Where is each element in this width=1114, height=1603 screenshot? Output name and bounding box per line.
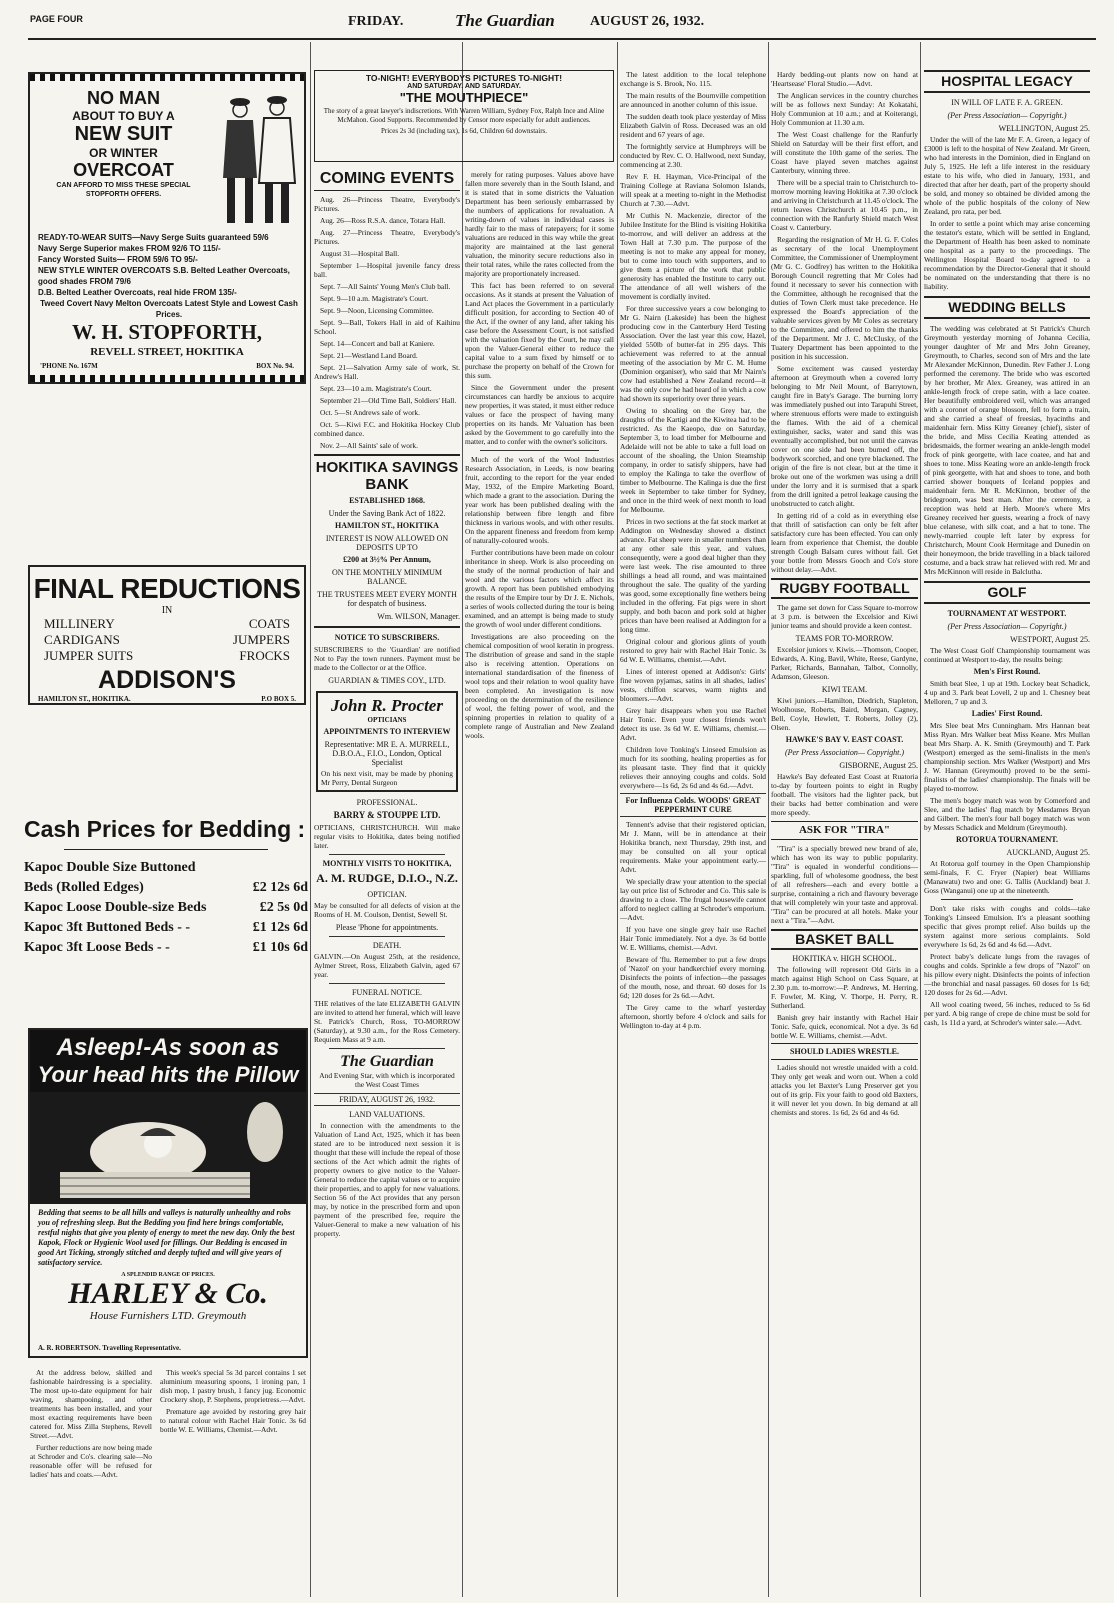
stopforth-headline-4: OR WINTER [89,146,158,160]
paragraph: Children love Tonking's Linseed Emulsion as much for its soothing, healing properties as for its pleasant taste. They find that it quickly relieves their annoying coughs and colds. Sold everywhere—1s 6d, 2s 6d and 4s 6d.—Advt. [620,745,766,790]
column-3 [620,70,766,1597]
paragraph: Mr Cuthis N. Mackenzie, director of the Jubilee Institute for the Blind is visiting Hokitika to-morrow, and will deliver an address at the Town Hall at 7.30 p.m. The purpose of the meeting is not to make any appeal for money, but to come into touch with supporters, and to give them a picture of the work that public generosity has enabled the Institute to carry out. The attendance of all well wishers of the movement is cordially invited. [620,211,766,301]
divider [941,899,1074,900]
column-1 [314,170,460,1597]
divider [480,450,599,451]
dateline: WESTPORT, August 25. [1010,635,1090,644]
paragraph: Much of the work of the Wool Industries Research Association, in Leeds, is now bearing fruit, according to the report for the year ended May, 1932, of the Empire Marketing Board, which made a grant to the association. During the year work has been published dealing with the relationship between fibre length and fibre thickness in various wools, and with other results. On the apparent fineness and freedom from kemp of naturally-coloured wools. [465,455,614,545]
paragraph: Further contributions have been made on colour inheritance in sheep. Work is also proceeding on the study of the normal production of hair and wool and the various factors which affect its growth. A report has been published embodying the results of the Empire tour by Dr J. E. Nichols, a series of wools collected during the tour is being examined, and an attempt is being made to study the growth of wool under different conditions. [465,548,614,629]
paragraph: Regarding the resignation of Mr H. G. F. Coles as secretary of the local Unemployment Committee, the Commissioner of Unemployment (Mr G. C. Godfrey) has written to the Hokitika Borough Council regretting that Mr Coles had found it necessary to sever his connection with the Committee, although he recognised that the duties of Town Clerk must take precedence. He expressed the Board's appreciation of the valuable services given by Mr Coles as secretary to the Committee, and offered to him the thanks of the Department. Mr J. C. McClusky, of the Tuatery Department has been appointed to the position in his succession. [771,235,918,361]
procter-rep: Representative: MR E. A. MURRELL, D.B.O.A., F.I.O., London, Optical Specialist [324,740,450,767]
paragraph: "Tira" is a specially brewed new brand of ale, which has won its way to public popularity. "Tira" is equaled in wonderful conditions—sparkling, full of wholesome goodness, the best of all refreshers—each and every bottle a surprise, containing a rich and flavoury beverage that will completely win your taste and approval. "Tira" can be procured at all hotels. Make your next a "Tira."—Advt. [771,844,918,925]
hospital-legacy-subheading: IN WILL OF LATE F. A. GREEN. [951,98,1063,107]
savings-bank-trustees: THE TRUSTEES MEET EVERY MONTH for despatch of business. [317,590,457,608]
everybodys-pictures-ad [314,70,614,162]
paragraph: Hawke's Bay defeated East Coast at Ruatoria to-day by fourteen points to eight in Rugby football. The visitors had the lighter pack, but their backs had better combination and were more speedy. [771,772,918,817]
golf-heading: GOLF [924,581,1090,604]
paragraph: Don't take risks with coughs and colds—take Tonking's Linseed Emulsion. It's a pleasant soothing specific that gives prompt relief. Also builds up the system against more serious complaints. Sold everywhere 1s 6d, 2s 6d and 4s 6d.—Advt. [924,904,1090,949]
paragraph: The Anglican services in the country churches will be as follows next Sunday: At Kokatahi, Holy Communion at 10 a.m.; and at Koiterangi, Holy Communion at 11.30 a.m. [771,91,918,127]
stopforth-line-6: Tweed Covert Navy Melton Overcoats Latest Style and Lowest Cash Prices. [40,299,298,319]
rudge-visits: MONTHLY VISITS TO HOKITIKA, [322,859,452,868]
event-item: Oct. 5—St Andrews sale of work. [320,408,420,417]
paragraph: There will be a special train to Christchurch to-morrow morning leaving Hokitika at 7.30 o'clock and arriving in Christchurch at 11.45 o'clock. The return leaves Christchurch at 10.45 p.m., in connection with the Ranfurly Shield match West Coast v. Canterbury. [771,178,918,232]
bedding-divider [64,849,268,850]
basket-ball-subheading: HOKITIKA v. HIGH SCHOOL. [792,954,897,963]
event-item: Sept. 9—Ball, Tokers Hall in aid of Kaihinu School. [314,318,460,336]
savings-bank-ad [314,454,460,628]
pictures-film: "THE MOUTHPIECE" [399,90,529,105]
divider [329,854,446,855]
note: This week's special 5s 3d parcel contains 1 set aluminium measuring spoons, 1 ironing pan, 1 dish mop, 1 pastry brush, 1 fancy jug. Economic Crockery shop, P. Stephens, proprietress.—Advt. [160,1368,306,1404]
rotorua-heading: ROTORUA TOURNAMENT. [955,835,1059,844]
pictures-line-2: AND SATURDAY. AND SATURDAY. [407,83,521,90]
basket-ball-heading: BASKET BALL [771,929,918,950]
bedding-row [24,858,308,898]
addisons-name: ADDISON'S [98,666,236,694]
wedding-bells-heading: WEDDING BELLS [924,296,1090,319]
harley-copy: Bedding that seems to be all hills and valleys is naturally unhealthy and robs you of refreshing sleep. But the Bedding you find here brings comfortable, restful nights that give you plenty of energy to meet the new day. Only the best Kapok, Flock or Hygienic Wool used for fillings. Our Bedding is encased in good Art Ticking, strongly stitched and deeply tufted and will give years of satisfactory service. [38,1208,295,1267]
stopforth-line-3: Fancy Worsted Suits— FROM 59/6 TO 95/- [38,255,198,264]
stopforth-headline-3: NEW SUIT [74,123,173,145]
barry-body: OPTICIANS, CHRISTCHURCH. Will make regular visits to Hokitika, dates being notified later. [314,823,460,850]
addisons-item: FROCKS [239,648,290,663]
column-rule-5 [920,42,921,1597]
addisons-ad [28,565,306,705]
stopforth-box: BOX No. 94. [256,362,294,370]
paragraph: The wedding was celebrated at St Patrick's Church Greymouth yesterday morning of Johanna Cecilia, younger daughter of Mr and Mrs John Greaney, Greymouth, to Charles, second son of Mrs and the late Mr Alexander McKinnon, Dunedin. Rev Father J. Long performed the ceremony. The bride who was escorted by her brother, Mr Alex. Greaney, was attired in an ankle-length frock of crepe satin, with a lace coatee. Her beautifully embroidered veil, which was arranged with a coronet of orange blossom, fell to form a train, and she carried a sheaf of freesias, hyacinths and maidenhair fern. Miss Kitty Greaney (chief), sister of the bride, and Miss Cecilia Keating attended as bridesmaids, the former wearing an ankle-length model frock of pink georgette, with lace coatee, and hat and shoes to tone. Miss Keating wore an ankle-length frock of pink georgette, with hat and shoes to tone, and both carried shower bouquets of Iceland poppies and maidenhair fern. Mr R. McKinnon, brother of the bridegroom, was best man. After the ceremony, a reception was held at Herb. Moore's where Mrs Greaney received her guests, wearing a frock of navy blue celanese, with silk coat, and a hat to tone. The newly-married couple left later by express for Christchurch, Mount Cook Hermitage and Dunedin on their honeymoon, the bride travelling in a black tailored costume, and a back straw hat relieved with red. Mr and Mrs McKinnon will reside in Balclutha. [924,324,1090,576]
paragraph: If you have one single grey hair use Rachel Hair Tonic immediately. Not a dye. 3s 6d bottle W. E. Williams, chemist.—Advt. [620,925,766,952]
paragraph: Tennent's advise that their registered optician, Mr J. Mann, will be in attendance at their Hokitika branch, next Thursday, 29th inst, and may be consulted on all your optical requirements. Make your appointment early.—Advt. [620,820,766,874]
paragraph: Beware of 'flu. Remember to put a few drops of 'Nazol' on your handkerchief every morning. Disinfects the points of infection—the passages of the mouth, nose, and throat. 60 doses for 1s 6d; 120 doses for 2s 6d.—Advt. [620,955,766,1000]
stopforth-headline-1: NO MAN [87,88,160,108]
death-title: DEATH. [372,941,402,950]
dateline: GISBORNE, August 25. [839,761,918,770]
subscribers-body: SUBSCRIBERS to the 'Guardian' are notified Not to Pay the town runners. Payment must be made to the Collector or at the Office. [314,645,460,672]
addisons-address: HAMILTON ST., HOKITIKA. [38,695,131,703]
harley-sub: House Furnishers LTD. Greymouth [89,1310,247,1322]
note: Further reductions are now being made at Schroder and Co's. clearing sale—No reasonable offer will be refused for ladies' hats and coats.—Advt. [30,1443,152,1479]
death-body: GALVIN.—On August 25th, at the residence, Aylmer Street, Ross, Elizabeth Galvin, aged 67 year. [314,952,460,979]
paragraph: Lines of interest opened at Addison's: Girls' fine woven pyjamas, satins in all shades, ladies' vests, chiffon scarves, warm nights and bloomers.—Advt. [620,667,766,703]
men-in-suits-illustration [215,88,301,228]
savings-bank-act: Under the Saving Bank Act of 1822. [328,509,446,518]
bedding-row-price: £2 12s 6d [252,880,308,895]
bedding-row [24,938,308,958]
bedding-row-label: Kapoc 3ft Buttoned Beds - - [24,920,191,935]
addisons-item: JUMPERS [232,632,290,647]
header-rule [28,38,1096,40]
paragraph: Mrs Slee beat Mrs Cunningham. Mrs Hannan beat Miss Ryan. Mrs Walker beat Miss Keane. Mrs Mullan beat Mrs Sharp. A. K. Smith (Greymouth) and T. Park (Westport) emerged as the semi-finalists in the men's championship section. Mrs Walker (Westport) and Mrs J. W. Hannan (Greymouth) proved to be the semi-finalists of the ladies' championship. The finals will be played to-morrow. [924,721,1090,793]
savings-bank-rate: £200 at 3½% Per Annum, [343,555,431,564]
mens-round-heading: Men's First Round. [973,667,1041,676]
divider [329,983,446,984]
paragraph: Ladies should not wrestle unaided with a cold. They only get weak and worn out. When a cold attacks you let Baxter's Lung Preserver get you out of its grip. Fix your faith to good old Baxters, it will never let you down. In big demand at all chemists and stores. 1s 6d, 2s 6d and 4s 6d. [771,1063,918,1117]
harley-banner-1: Asleep!-As soon as [56,1034,280,1061]
ladies-round-heading: Ladies' First Round. [971,709,1043,718]
note: At the address below, skilled and fashionable hairdressing is a speciality. The most up-to-date equipment for hair waving, shampooing, and other treatments has been installed, and your most exacting requirements have been catered for. Miss Zilla Stephens, Revell Street.—Advt. [30,1368,152,1440]
stopforth-street: REVELL STREET, HOKITIKA [90,346,244,358]
stopforth-headline-6: CAN AFFORD TO MISS THESE SPECIAL STOPFORTH OFFERS. [56,182,191,198]
procter-name: John R. Procter [331,696,443,715]
column-5 [924,70,1090,1597]
header-paper-name: The Guardian [455,11,555,30]
bedding-row-label: Kapoc 3ft Loose Beds - - [24,940,170,955]
procter-ad [316,691,458,792]
header-date: AUGUST 26, 1932. [590,14,705,29]
stopforth-phone: 'PHONE No. 167M [40,362,98,370]
event-item: September 21—Old Time Ball, Soldiers' Hall. [320,396,457,405]
note: Premature age avoided by restoring grey hair to natural colour with Rachel Hair Tonic. 3s 6d bottle W. E. Williams, Chemist.—Advt. [160,1407,306,1434]
paragraph: merely for rating purposes. Values above have fallen more severely than in the South Island, and it is stated that in some districts the Valuation Department has been seriously embarrassed by the numbers of applications for revaluation. A writing-down of values in individual cases is hardly fair to the mass of ratepayers; for it some valuations are reduced in this way while the great majority are maintained at the last general valuation, the minority secure reductions also in their total rates, while the rates collected from the majority are proportionately increased. [465,170,614,278]
rudge-phone: Please 'Phone for appointments. [335,923,439,932]
kiwi-team-heading: KIWI TEAM. [821,685,868,694]
paragraph: Excelsior juniors v. Kiwis.—Thomson, Cooper, Edwards, A. King, Bavil, White, Reese, Gardyne, Parker, Richards, Bannahan, Talbot, Connolly, Adamson, Gleeson. [771,645,918,681]
harley-name: HARLEY & Co. [68,1277,268,1310]
tira-heading: ASK FOR "TIRA" [771,821,918,840]
paragraph: Owing to shoaling on the Grey bar, the draughts of the Kartigi and the Kiwitea had to be restricted. As the Kaeopo, due on Saturday, September 3, to load timber for Melbourne and Adelaide will not be able to take a full load on account of the shoaling, the Union Steamship company, in order to satisfy shippers, have had to employ the Kalinga to take the overflow of timber to Melbourne. The Kalinga is due the first week in September to take timber for Sydney, and once in the third week of next month to load for Melbourne. [620,406,766,514]
header-day: FRIDAY. [348,14,404,29]
column-rule-4 [768,42,769,1597]
hawkes-bay-heading: HAWKE'S BAY V. EAST COAST. [785,735,904,744]
masthead-sub: And Evening Star, with which is incorporated the West Coast Times [319,1071,455,1089]
column-4 [771,70,918,1597]
coming-events-list [314,195,460,450]
golf-subheading: TOURNAMENT AT WESTPORT. [947,609,1067,618]
savings-bank-title: HOKITIKA SAVINGS BANK [315,459,459,493]
bedding-row [24,898,308,918]
press-association-credit: (Per Press Association— Copyright.) [947,111,1067,120]
paragraph: This fact has been referred to on several occasions. As it stands at present the Valuation of Land Act places the Government in a particularly difficult position, for according to Section 40 of the Act, if the owner of any land, after taking his case before the Assessment Court, is not satisfied with the valuation fixed by the Court, he may call upon the Valuer-General either to reduce the capital value to a sum fixed by himself or to purchase the property on behalf of the Crown for this sum. [465,281,614,380]
event-item: August 31—Hospital Ball. [320,249,400,258]
event-item: Sept. 21—Westland Land Board. [320,351,418,360]
paragraph: Banish grey hair instantly with Rachel Hair Tonic. Safe, quick, economical. Not a dye. 3s 6d bottle W. E. Williams, chemist.—Advt. [771,1013,918,1040]
column-rule-1 [310,42,311,1597]
event-item: Sept. 21—Salvation Army sale of work, St. Andrew's Hall. [314,363,460,381]
bottom-notes-1 [30,1368,152,1598]
harley-bedding-ad [28,1028,308,1358]
paragraph: Grey hair disappears when you use Rachel Hair Tonic. Even your closest friends won't detect its use. 3s 6d W. E. Williams, chemist.—Advt. [620,706,766,742]
harley-range: A SPLENDID RANGE OF PRICES. [121,1272,215,1278]
addisons-item: COATS [248,616,290,631]
teams-heading: TEAMS FOR TO-MORROW. [795,634,894,643]
paragraph: Smith beat Slee, 1 up at 19th. Lockey beat Schadick, 4 up and 3. Park beat Lovell, 2 up and 1. Chesney beat Melloren, 7 up and 3. [924,679,1090,706]
masthead-date: FRIDAY, AUGUST 26, 1932. [314,1093,460,1106]
pictures-prices: Prices 2s 3d (including tax), 1s 6d, Children 6d downstairs. [380,127,548,135]
barry-name: BARRY & STOUPPE LTD. [333,810,441,820]
stopforth-line-4: NEW STYLE WINTER OVERCOATS S.B. Belted Leather Overcoats, good shades FROM 79/6 [38,266,290,286]
paragraph: Kiwi juniors.—Hamilton, Diedrich, Stapleton, Woolhouse, Roberts, Baird, Morgan, Cagney, Bell, Coyle, Hewlett, T. Roberts, Jolley (2), Olsen. [771,696,918,732]
harley-rep: A. R. ROBERTSON. Travelling Representative. [38,1344,181,1352]
event-item: Aug. 26—Princess Theatre, Everybody's Pictures. [314,195,460,213]
paragraph: We specially draw your attention to the special lay out price list of Schroder and Co. This sale is drawing to a close. The frugal housewife cannot afford to neglect calling at Schroder's emporium.—Advt. [620,877,766,922]
event-item: Sept. 14—Concert and ball at Kaniere. [320,339,435,348]
paragraph: The game set down for Cass Square to-morrow at 3 p.m. is between the Excelsior and Kiwi junior teams and should provide a keen contest. [771,603,918,630]
procter-visit: On his next visit, may be made by phoning Mr Perry, Dental Surgeon [321,769,453,787]
savings-bank-balance: ON THE MONTHLY MINIMUM BALANCE. [331,568,443,586]
paragraph: The fortnightly service at Humphreys will be conducted by Rev. C. O. Hallwood, next Sunday, commencing at 2.30. [620,142,766,169]
paragraph: Prices in two sections at the fat stock market at Addington on Wednesday showed a distinct advance. Fat sheep were in smaller numbers than at any other sale this year, and values, consequently, were a good deal higher than they were last week. The rise amounted to three shillings a head all round, and was maintained throughout the sale. The quality of the yarding was good, some exceptionally fine wethers being included in the offering. Fat pigs were in short supply, and both bacon and pork sold at higher prices than have been realised at Addington for a long time. [620,517,766,634]
rugby-football-heading: RUGBY FOOTBALL [771,578,918,599]
bottom-notes-2 [160,1368,306,1598]
rudge-name: A. M. RUDGE, D.I.O., N.Z. [316,871,458,885]
paragraph: In connection with the amendments to the Valuation of Land Act, 1925, which it has been stated are to be introduced next session it is thought that these will include the repeal of those sections of the Act which admit the rights of property owners to give notice to the Valuer-General to reduce the capital values or to acquire their properties, and to apply for new valuations. Section 56 of the Act provides that any person may, by notice in the prescribed form and upon payment of the prescribed fee, require the Valuer-General to make a new valuation of his property. [314,1121,460,1238]
land-valuations-article [314,1121,460,1238]
stopforth-ad [28,72,306,384]
stopforth-headline-5: OVERCOAT [73,160,174,180]
column-rule-3 [617,42,618,1597]
paragraph: The men's bogey match was won by Comerford and Slee, and the ladies' flag match by Mesdames Bryan and Gilbert. The men's four ball bogey match was won by Messrs Schadick and Meldrum (Greymouth). [924,796,1090,832]
paragraph: The main results of the Bournville competition are announced in another column of this issue. [620,91,766,109]
page-number: PAGE FOUR [30,14,83,24]
ad-border-pattern [30,74,304,81]
stopforth-headline-2: ABOUT TO BUY A [72,109,175,123]
addisons-title: FINAL REDUCTIONS [33,573,301,604]
hospital-legacy-heading: HOSPITAL LEGACY [924,70,1090,93]
rudge-role: OPTICIAN. [367,890,407,899]
stopforth-line-5: D.B. Belted Leather Overcoats, real hide FROM 135/- [38,288,237,297]
savings-bank-est: ESTABLISHED 1868. [349,496,425,505]
paragraph: Rev F. H. Hayman, Vice-Principal of the Training College at Raviana Solomon Islands, will speak at a meeting to-night in the Methodist Church at 7.30.—Advt. [620,172,766,208]
ladies-wrestle-heading: SHOULD LADIES WRESTLE. [771,1043,918,1060]
addisons-item: MILLINERY [44,616,115,631]
harley-banner-2: Your head hits the Pillow [37,1062,299,1087]
paragraph: All wool coating tweed, 56 inches, reduced to 5s 6d per yard. A big range of crepe de chine must be sold for cash, 1s 11d a yard, at Schroder's winter sale.—Advt. [924,1000,1090,1027]
paragraph: Original colour and glorious glints of youth restored to grey hair with Rachel Hair Tonic. 3s 6d W. E. Williams, chemist.—Advt. [620,637,766,664]
addisons-item: CARDIGANS [44,632,120,647]
bedding-row-price: £1 10s 6d [252,940,308,955]
peppermint-cure-heading: For Influenza Colds. WOODS' GREAT PEPPERMINT CURE [620,793,766,817]
subscribers-sig: GUARDIAN & TIMES COY., LTD. [328,676,446,685]
paragraph: The following will represent Old Girls in a match against High School on Cass Square, at 2.30 p.m. to-morrow:—P. Andrews, M. Herring, F. Fowler, M. King, V. Thorpe, H. Perry, R. Sutherland. [771,965,918,1010]
bedding-row-price: £2 5s 0d [259,900,308,915]
column-rule-2 [462,42,463,1597]
pictures-desc: The story of a great lawyer's indiscretions. With Warren William, Sydney Fox, Ralph Ince and Aline McMahon. Good Supports. Recommended by Censor more especially for adult audiences. [323,107,605,124]
professional-title: PROFESSIONAL. [356,798,418,807]
event-item: Sept. 9—10 a.m. Magistrate's Court. [320,294,429,303]
press-association-credit: (Per Press Association— Copyright.) [947,622,1067,631]
procter-appt: APPOINTMENTS TO INTERVIEW [323,727,451,736]
dateline: AUCKLAND, August 25. [1006,848,1090,857]
column-2 [465,170,614,1597]
funeral-title: FUNERAL NOTICE. [352,988,422,997]
event-item: Sept. 9—Noon, Licensing Committee. [320,306,434,315]
sleeping-woman-illustration [30,1092,306,1204]
paragraph: Under the will of the late Mr F. A. Green, a legacy of £3000 is left to the hospital of New Zealand. Mr Green, who had interests in the Dominion, died in England on July 5, 1925. He left a life interest in the residuary estate to his wife, who died in January, 1931, and directed that after her death, part of the property should be sold, and money so obtained be divided among the whole of the public hospitals of the colony of New Zealand, pro rata, per bed. [924,135,1090,216]
addisons-in: IN [161,605,173,616]
rudge-body: May be consulted for all defects of vision at the Rooms of H. M. Coulson, Dentist, Sewell St. [314,901,460,919]
paragraph: The Grey came to the wharf yesterday afternoon, shortly before 4 o'clock and sails for Wellington to-day at 4 p.m. [620,1003,766,1030]
paragraph: Investigations are also proceeding on the chemical composition of wool keratin in progress. The distribution of grease and sand in the staple also is receiving attention. Operations on international standardisation of the fineness of wool tops and their relation to wool quality have been completed. An investigation is now proceeding on the determination of the resilience of wool, the felting power of wool, and the spinning properties in relation to quality of a complete range of Australian and New Zealand wools. [465,632,614,740]
paragraph: Since the Government under the present circumstances can hardly be anxious to acquire new properties, it was stated, it must either reduce values or face the prospect of having many properties on its hands. Mr Valuation has been asked by the Government to go carefully into the matter, and to confer with the owner's solicitors. [465,383,614,446]
paragraph: The West Coast challenge for the Ranfurly Shield on Saturday will be their first effort, and will constitute the 10th game of the series. The Coast have played seven matches against Canterbury, winning three. [771,130,918,175]
event-item: September 1—Hospital juvenile fancy dress ball. [314,261,460,279]
coming-events-title: COMING EVENTS [314,170,460,191]
pictures-line-1: TO-NIGHT! EVERYBODYS PICTURES TO-NIGHT! [365,73,563,83]
paragraph: Protect baby's delicate lungs from the ravages of coughs and colds. Sprinkle a few drops of "Nazol" on his pillow every night. Disinfects the points of infection—the bronchial and nasal passages. 60 doses for 1s 6d; 120 doses for 2s 6d.—Advt. [924,952,1090,997]
paragraph: The latest addition to the local telephone exchange is S. Brook, No. 115. [620,70,766,88]
event-item: Oct. 5—Kiwi F.C. and Hokitika Hockey Club combined dance. [314,420,460,438]
paragraph: In order to settle a point which may arise concerning the testator's estate, which will be settled in England, the Department of Health has been asked to nominate one hospital as a party to the proceedings. The Wellington Hospital Board to-day agreed to a recommendation by the Director-General that it should be nominated on the understanding that there is no liability. [924,219,1090,291]
dateline: WELLINGTON, August 25. [998,124,1090,133]
funeral-body: THE relatives of the late ELIZABETH GALVIN are invited to attend her funeral, which will leave St. Patrick's Church, Ross, TO-MORROW (Saturday), at 9.30 a.m., for the Ross Cemetery. Requiem Mass at 9 a.m. [314,999,460,1044]
stopforth-name: W. H. STOPFORTH, [71,320,263,344]
stopforth-line-2: Navy Serge Superior makes FROM 92/6 TO 115/- [38,244,221,253]
paragraph: The sudden death took place yesterday of Miss Elizabeth Galvin of Ross. Deceased was an old resident and 67 years of age. [620,112,766,139]
addisons-item: JUMPER SUITS [44,648,134,663]
press-association-credit: (Per Press Association— Copyright.) [784,748,905,757]
bedding-title: Cash Prices for Bedding : [24,816,306,842]
event-item: Sept. 23—10 a.m. Magistrate's Court. [320,384,432,393]
procter-sub: OPTICIANS [367,716,407,724]
bedding-prices-ad [24,816,308,1012]
masthead-name: The Guardian [340,1053,434,1070]
paragraph: The West Coast Golf Championship tournament was continued at Westport to-day, the results being: [924,646,1090,664]
ad-border-pattern-bottom [30,375,304,382]
paragraph: Some excitement was caused yesterday afternoon at Greymouth when a covered lorry belonging to Mr Neil Mount, of Barrytown, caught fire in Baty's Garage. The burning lorry was immediately pushed out into Tarapuhi Street, where strenuous efforts were made to extinguish the flames. With the aid of a chemical extinguisher, sacks, water and sand this was eventually accomplished, but not until the canvas cover on one side had been burned off, the bodywork scorched, and one tyre blackened. The origin of the fire is not clear, but at the time it broke out one of the workmen was using a drill under the lorry and it is surmised that a spark from the drill ignited a petrol leakage causing the unobstructed to catch alight. [771,364,918,508]
paragraph: In getting rid of a cold as in everything else that thrill of satisfaction can only be felt after satisfactory cure has been effected. You can only learn from experience that Chemist, the double strength Cough Balsam cures without fail. Get your bottle from Messrs Gooch and Co's store without delay.—Advt. [771,511,918,574]
savings-bank-interest: INTEREST IS NOW ALLOWED ON DEPOSITS UP TO [325,534,449,552]
addisons-box: P.O BOX 5. [261,695,296,703]
bedding-row-label: Kapoc Double Size Buttoned Beds (Rolled Edges) [24,860,196,895]
paragraph: Hardy bedding-out plants now on hand at 'Heartsease' Floral Studio.—Advt. [771,70,918,88]
divider [329,1048,446,1049]
event-item: Aug. 26—Ross R.S.A. dance, Totara Hall. [320,216,446,225]
divider [329,936,446,937]
paragraph: For three successive years a cow belonging to Mr G. Nairn (Lakeside) has been the highest producing cow in the Canterbury Herd Testing Association. Over the last year this cow, Hazel, yielded 550lb of butter-fat in 295 days. This achievement was referred to at the annual meeting of the association by Mr C. M. Hume (Dominion organiser), who said that Mr Nairn's cow had established a New Zealand record—it was the only cow he had heard of in which a cow had shown its superiority over three years. [620,304,766,403]
savings-bank-manager: Wm. WILSON, Manager. [377,612,460,621]
land-valuations-title: LAND VALUATIONS. [349,1110,425,1119]
bedding-row [24,918,308,938]
page-header [0,8,1114,38]
savings-bank-addr: HAMILTON ST., HOKITIKA [335,521,439,530]
event-item: Nov. 2—All Saints' sale of work. [320,441,418,450]
bedding-row-price: £1 12s 6d [252,920,308,935]
event-item: Aug. 27—Princess Theatre, Everybody's Pictures. [314,228,460,246]
stopforth-line-1: READY-TO-WEAR SUITS—Navy Serge Suits guaranteed 59/6 [38,233,269,242]
subscribers-title: NOTICE TO SUBSCRIBERS. [334,633,440,642]
bedding-row-label: Kapoc Loose Double-size Beds [24,900,207,915]
paragraph: At Rotorua golf tourney in the Open Championship semi-finals, F. C. Fryer (Napier) beat Williams (Manawatu) two and one: G. Tallis (Auckland) beat J. Goss (Wanganui) one up at the nineteenth. [924,859,1090,895]
event-item: Sept. 7—All Saints' Young Men's Club ball. [320,282,451,291]
